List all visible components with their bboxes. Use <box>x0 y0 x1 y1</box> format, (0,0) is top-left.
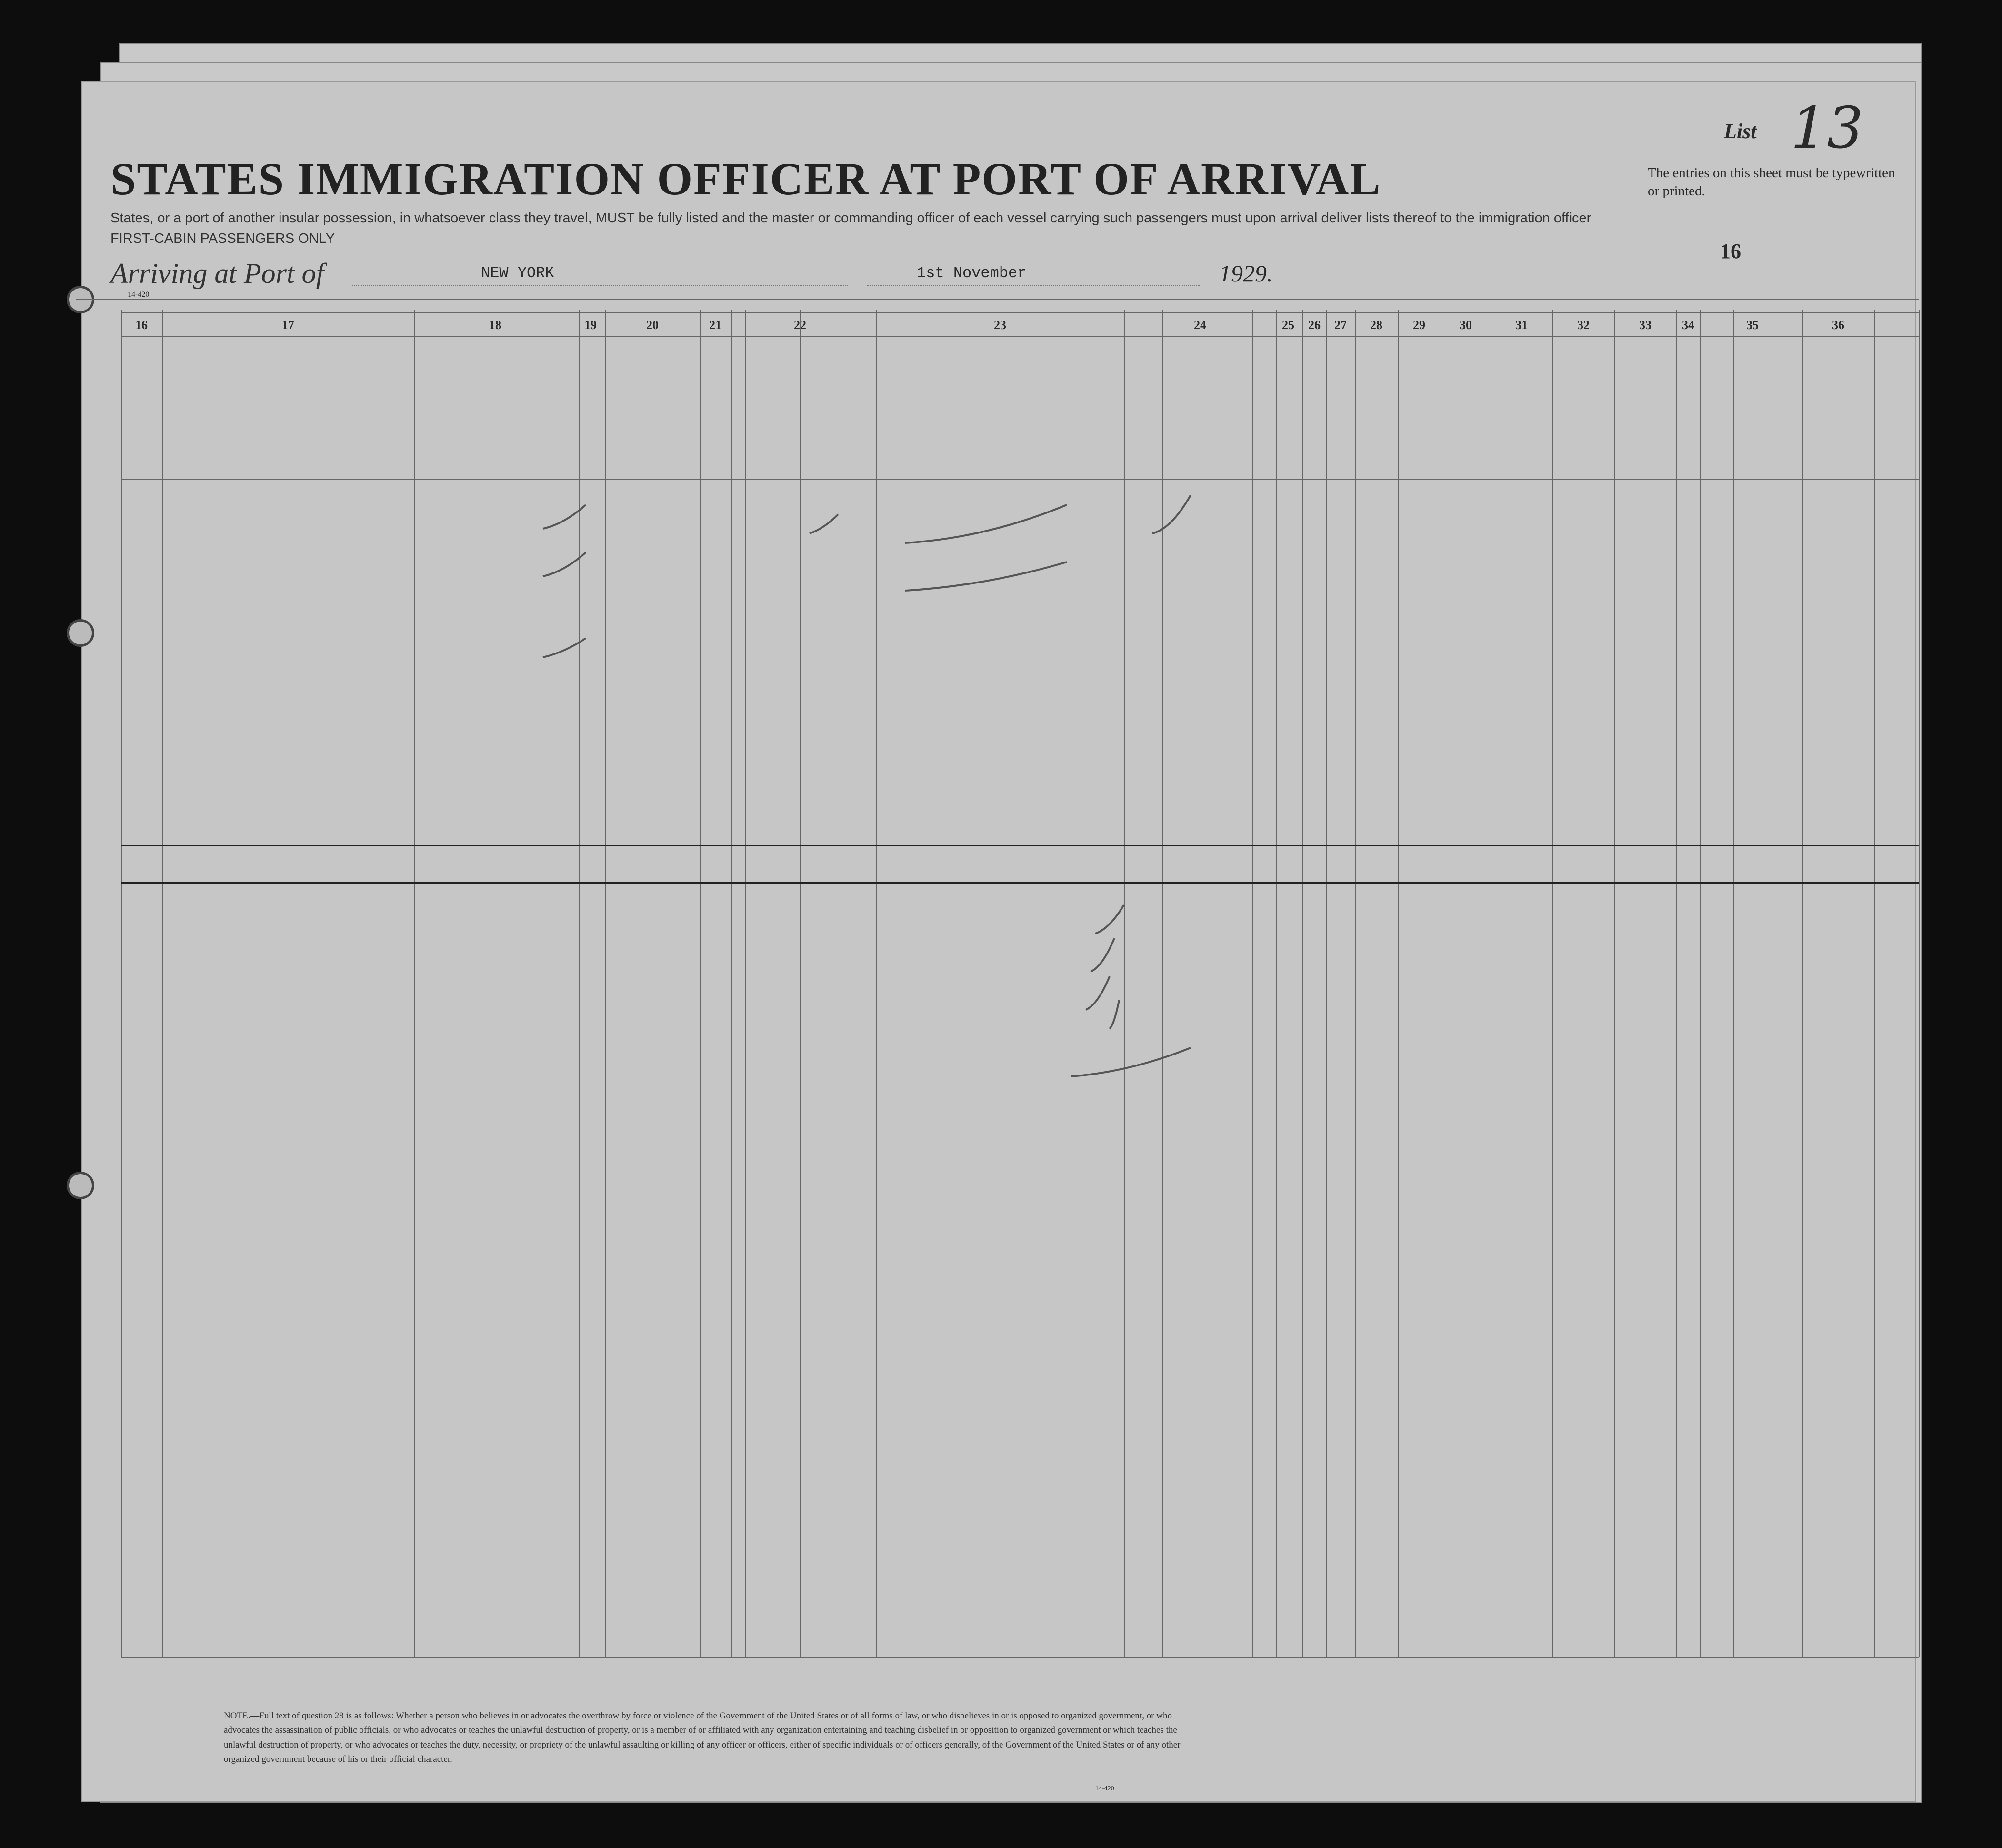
column-rule <box>1398 310 1399 1657</box>
port-underline <box>352 285 848 287</box>
strike-through-line <box>121 845 1919 846</box>
form-subtitle: States, or a port of another insular possession, in whatsoever class they travel, MUST be fully listed and the master or commanding officer of each vessel carrying such passengers must upon arrival deliver lists thereof to the immigration officer <box>110 211 1592 226</box>
column-rule <box>1355 310 1356 1657</box>
column-rule <box>700 310 701 1657</box>
column-rule <box>1326 310 1327 1657</box>
header-purpose-return <box>1133 357 1157 467</box>
port-name: NEW YORK <box>481 264 554 282</box>
column-number: 26 <box>1308 318 1321 332</box>
binder-hole <box>67 1172 94 1199</box>
column-rule <box>1302 310 1303 1657</box>
column-rule <box>876 310 877 1657</box>
typewritten-note: The entries on this sheet must be typewritten or printed. <box>1648 165 1895 199</box>
column-rule <box>1552 310 1553 1657</box>
form-code: 14-420 <box>128 291 150 299</box>
column-rule <box>1124 310 1125 1657</box>
column-rule <box>579 310 580 1657</box>
column-number: 31 <box>1515 318 1528 332</box>
column-number: 23 <box>994 318 1006 332</box>
column-rule <box>1874 310 1875 1657</box>
column-rule <box>1802 310 1803 1657</box>
header-overthrow <box>1364 343 1388 467</box>
header-rule <box>76 299 1919 300</box>
column-number: 16 <box>135 318 148 332</box>
column-number: 17 <box>282 318 294 332</box>
column-number: 25 <box>1282 318 1294 332</box>
header-possession-50 <box>706 343 727 472</box>
manifest-sheet <box>81 81 1916 1802</box>
column-rule <box>162 310 163 1657</box>
list-label: List <box>1724 120 1757 143</box>
column-rule <box>1700 310 1701 1657</box>
column-number: 18 <box>489 318 501 332</box>
header-top-rule <box>121 312 1919 313</box>
header-inches <box>1648 419 1662 472</box>
column-rule <box>414 310 415 1657</box>
header-prison <box>1257 343 1273 467</box>
column-rule <box>1733 310 1734 1657</box>
header-contract-labor <box>1407 343 1431 467</box>
form-title: STATES IMMIGRATION OFFICER AT PORT OF ARRIVAL <box>110 153 1381 204</box>
column-number: 24 <box>1194 318 1206 332</box>
column-rule <box>1252 310 1253 1657</box>
strike-through-line <box>121 882 1919 884</box>
column-rule <box>1919 310 1920 1657</box>
table-bottom-rule <box>121 1657 1919 1658</box>
footer-code: 14-420 <box>1095 1785 1114 1792</box>
binder-hole <box>67 619 94 647</box>
column-number: 21 <box>709 318 721 332</box>
column-rule <box>1162 310 1163 1657</box>
list-number: 13 <box>1791 95 1863 161</box>
column-rule <box>121 310 122 1657</box>
header-purpose-citizen <box>1217 357 1241 467</box>
header-purpose-length <box>1169 357 1193 467</box>
column-rule <box>731 310 732 1657</box>
column-number: 30 <box>1460 318 1472 332</box>
header-deported <box>1455 343 1479 467</box>
column-number: 27 <box>1334 318 1347 332</box>
column-number: 36 <box>1832 318 1844 332</box>
header-ticket <box>582 343 603 472</box>
column-rule <box>605 310 606 1657</box>
column-rule <box>745 310 746 1657</box>
header-anarchist <box>1331 343 1347 467</box>
column-rule <box>800 310 801 1657</box>
footnote-question-28: NOTE.—Full text of question 28 is as follows: Whether a person who believes in or advocates the overthrow by force or violence of the Government of the United States or of all forms of law, or who disbelieves in or is opposed to organized government, or who advocates the assassination of public officials, or who advocates or teaches the unlawful destruction of property, or is a member of or affiliated with any organization entertaining and teaching disbelief in or opposition to organized government or which teaches the unlawful destruction of property, or who advocates or teaches the duty, necessity, or propriety of the unlawful assaulting or killing of any officer or officers, either of specific individuals or of officers generally, of the Government of the United States or of any other organized government because of his or their official character. <box>224 1711 1181 1765</box>
sheet-number: 16 <box>1720 240 1741 263</box>
header-bottom-rule <box>121 479 1919 480</box>
column-number: 33 <box>1639 318 1652 332</box>
header-feet <box>1622 419 1636 472</box>
column-number: 20 <box>646 318 659 332</box>
column-rule <box>1676 310 1677 1657</box>
column-number: 29 <box>1413 318 1425 332</box>
date-underline <box>867 285 1200 287</box>
class-line: FIRST-CABIN PASSENGERS ONLY <box>110 231 335 246</box>
arrival-date: 1st November <box>917 264 1027 282</box>
header-polygamist <box>1307 343 1323 467</box>
column-rule <box>1614 310 1615 1657</box>
column-rule <box>1276 310 1277 1657</box>
column-number: 28 <box>1370 318 1382 332</box>
column-number: 19 <box>584 318 597 332</box>
column-number: 22 <box>794 318 806 332</box>
column-number: 32 <box>1577 318 1590 332</box>
number-row-rule <box>121 336 1919 337</box>
column-number: 34 <box>1682 318 1694 332</box>
arrival-year: 1929. <box>1219 260 1273 287</box>
arriving-label: Arriving at Port of <box>110 258 324 289</box>
column-number: 35 <box>1746 318 1759 332</box>
